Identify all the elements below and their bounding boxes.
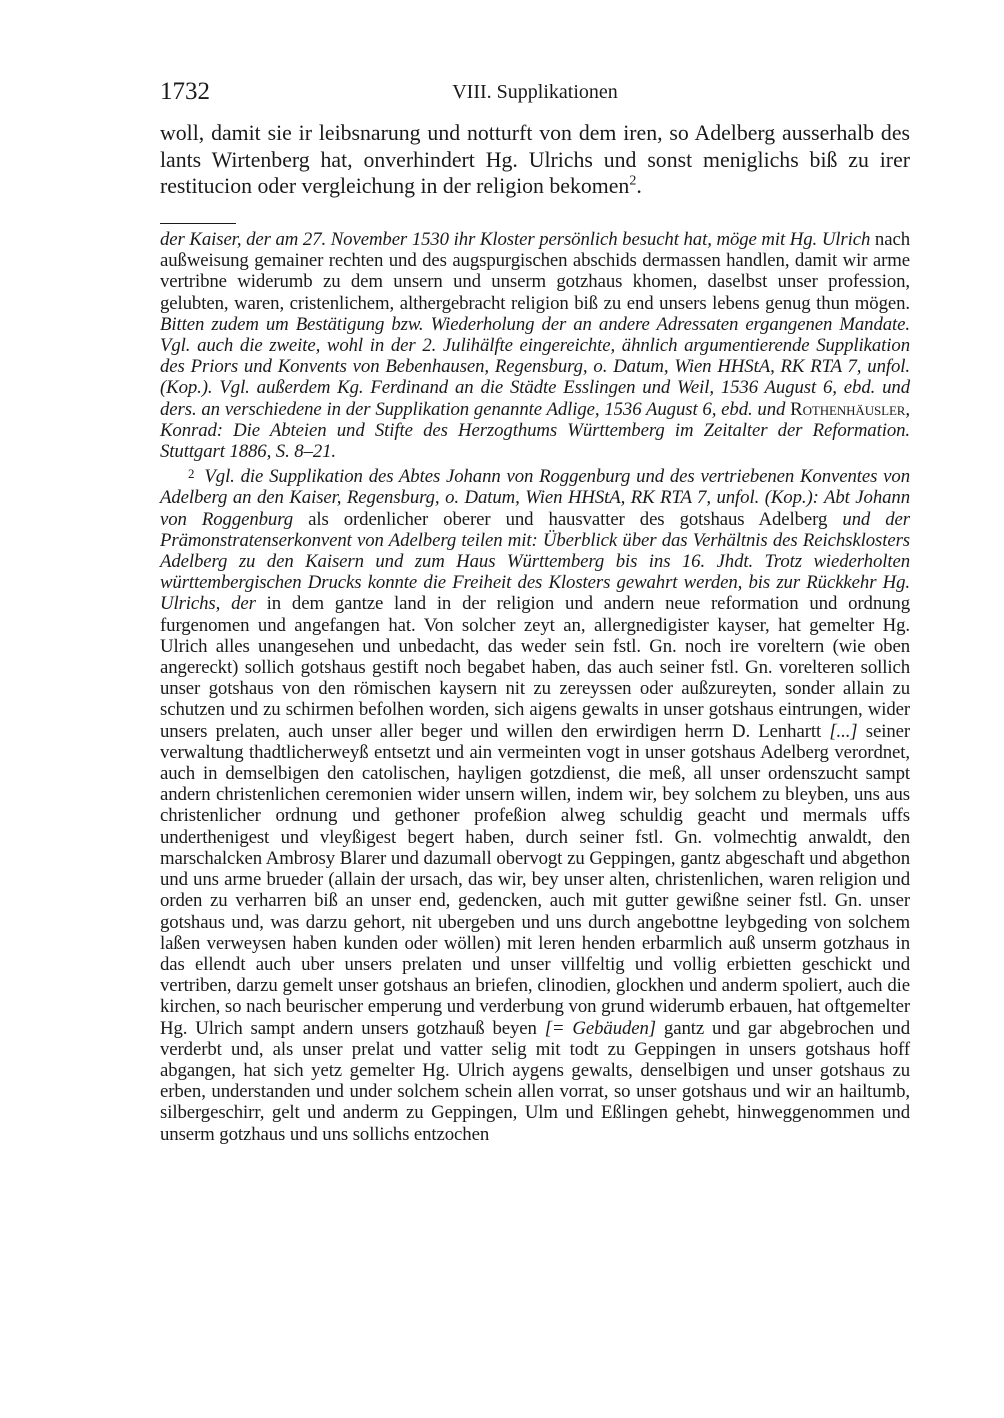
footnote-2-omission: [...]	[829, 720, 858, 742]
footnote-2-italic-2: und der Prämonstratenserkonvent von Adelberg teilen mit: Überblick über das Verhältnis des Reichsklosters Adelberg zu den Kaisern und zum Haus Württemberg bis ins 16. Jhdt. Trotz wiederholten württembergischen Drucks konnte die Freiheit des Klosters gewahrt werden, bis zur Rückkehr Hg. Ulrichs, der	[160, 508, 910, 615]
footnote-1-quote: nach außweisung gemainer rechten und des augspurgischen abschids dermassen handlen, damit wir arme vertribne widerumb zu dem unsern und unserm gotzhaus khomen, daselbst unser profession, gelubten, waren, cristenlichem, althergebracht religion biß zu end unsers lebens genug thun mögen.	[160, 229, 910, 314]
footnote-2-quote-1: als ordenlicher oberer und hausvatter des gotshaus Adelberg	[293, 508, 843, 530]
main-paragraph	[160, 120, 910, 200]
footnote-1-italic-3: , Konrad: Die Abteien und Stifte des Herzogthums Württemberg im Zeitalter der Reformation. Stuttgart 1886, S. 8–21.	[160, 398, 910, 463]
footnotes	[160, 229, 910, 1145]
main-paragraph-end: .	[636, 174, 642, 198]
footnote-2-italic-1: Vgl. die Supplikation des Abtes Johann von Roggenburg und des vertriebenen Konventes von Adelberg an den Kaiser, Regensburg, o. Datum, Wien HHStA, RK RTA 7, unfol. (Kop.): Abt Johann von Roggenburg	[160, 466, 910, 530]
footnote-2-quote-4: gantz und gar abgebrochen und verderbt und, als unser prelat und vatter selig mit todt zu Geppingen in unsers gotshaus hoff abgangen, hat sich yetz gemelter Hg. Ulrich aygens gewalts, denselbigen und unser gotshaus zu erben, understanden und under solchem schein allen vorrat, so unser gotshaus und wir an hailtumb, silbergeschirr, gelt und anderm zu Geppingen, Ulm und Eßlingen gehebt, hinweggenommen und unserm gotzhaus und uns sollichs entzochen	[160, 1017, 910, 1145]
running-title: VIII. Supplikationen	[452, 81, 618, 103]
page-number: 1732	[160, 78, 210, 105]
footnote-2-quote-3: seiner verwaltung thadtlicherweyß entsetzt und ain vermeinten vogt in unser gotshaus Adelberg verordnet, auch in demselbigen den catolischen, hayligen gotzdienst, die meß, all unser ordenszucht sampt andern christenlichen ceremonien wider unsern willen, indem wir, bey solchem zu bleyben, uns aus christenlicher ordnung und gethoner profeßion alweg schuldig geacht und mermals uffs underthenigest und vleyßigest begert haben, durch seiner fstl. Gn. volmechtig anwaldt, den marschalcken Ambrosy Blarer und dazumall obervogt zu Geppingen, gantz abgeschaft und abgethon und uns arme brueder (allain der ursach, das wir, bey unser alten, christenlichen, waren religion und orden zu verharren biß an unser end, gedencken, auch mit gutter gewißne seiner fstl. Gn. unser gotshaus und, was darzu gehort, nit ubergeben und uns durch angebottne leybgeding von solchem laßen verweysen haben kunden oder wöllen) mit leren henden erbarmlich auß unserm gotzhaus in das ellendt auch uber unsers prelaten und unser villfeltig und vollig erbietten geschickt und vertriben, darzu gemelt unser gotshaus an briefen, clinodien, glockhen und anderm spoliert, auch die kirchen, so nach beurischer emperung und verderbung von grund widerumb erbauen, hat oftgemelter Hg. Ulrich sampt andern unsers gotzhauß beyen	[160, 720, 911, 1039]
footnote-1-author: Rothenhäusler	[790, 398, 906, 420]
footnote-2-quote-2: in dem gantze land in der religion und andern neue reformation und ordnung furgenomen und angefangen hat. Von solcher zeyt an, allergnedigister kayser, hat gemelter Hg. Ulrich alles unangesehen und unbedacht, das weder sein fstl. Gn. noch ire voreltern (wie oben angereckt) sollich gotshaus gestift noch begabet haben, das auch seiner fstl. Gn. vorelteren sollich unser gotshaus von den römischen kaysern nit zu zereyssen oder außzureyten, sonder allain zu schutzen und zu schirmen befolhen worden, sich aigens gewalts in unser gotshaus eintrungen, wider unsers prelaten, auch unser aller beger und willen den erwirdigen herrn D. Lenhartt	[160, 593, 910, 742]
main-paragraph-text: woll, damit sie ir leibsnarung und notturft von dem iren, so Adelberg ausserhalb des lants Wirtenberg hat, onverhindert Hg. Ulrichs und sonst meniglichs biß zu irer restitucion oder vergleichung in der religion bekomen	[160, 121, 910, 198]
footnote-separator	[160, 223, 236, 224]
footnote-2-gloss: [= Gebäuden]	[544, 1017, 657, 1039]
main-text	[160, 120, 910, 200]
footnote-1-italic-2: Bitten zudem um Bestätigung bzw. Wiederholung der an andere Adressaten ergangenen Mandate. Vgl. auch die zweite, wohl in der 2. Julihälfte eingereichte, ähnlich argumentierende Supplikation des Priors und Konvents von Bebenhausen, Regensburg, o. Datum, Wien HHStA, RK RTA 7, unfol. (Kop.). Vgl. außerdem Kg. Ferdinand an die Städte Esslingen und Weil, 1536 August 6, ebd. und ders. an verschiedene in der Supplikation genannte Adlige, 1536 August 6, ebd. und	[160, 313, 910, 420]
footnote-1-continuation	[160, 229, 910, 462]
footnote-reference: 2	[629, 173, 637, 189]
footnote-2	[160, 463, 910, 1145]
footnote-1-italic-1: der Kaiser, der am 27. November 1530 ihr Kloster persönlich besucht hat, möge mit Hg. Ulrich	[160, 229, 871, 250]
page-header	[160, 78, 910, 108]
footnote-2-number: 2	[188, 466, 195, 482]
